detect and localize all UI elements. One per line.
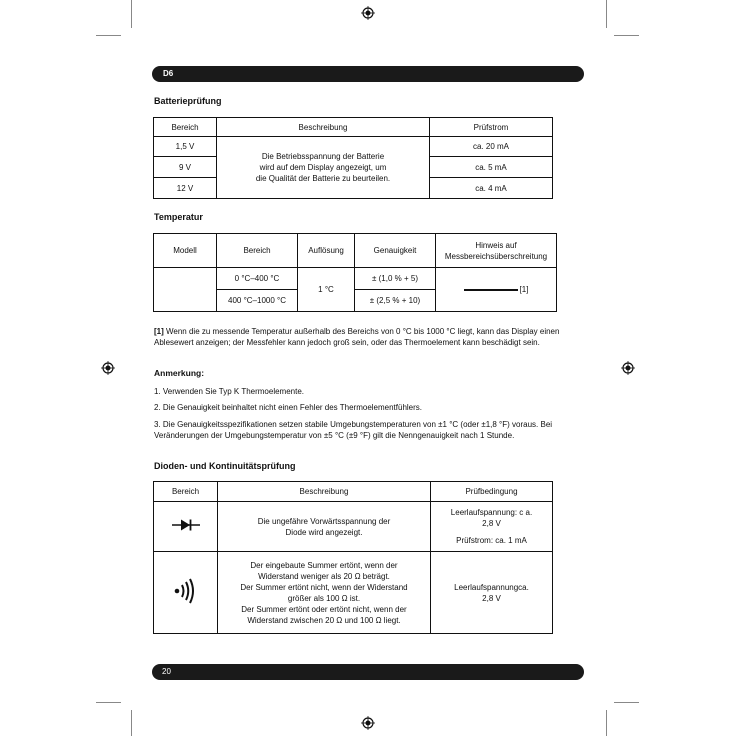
diode-table [153,481,553,634]
crop-mark [131,710,132,736]
battery-col-current: Prüfstrom [430,118,553,137]
battery-current-cell: ca. 4 mA [430,178,553,199]
battery-table [153,117,553,199]
footnote-marker: [1] [154,327,164,336]
battery-range-cell: 1,5 V [154,137,217,157]
crop-mark [606,0,607,28]
buzzer-description-line: Der Summer ertönt oder ertönt nicht, wenn der Widerstand zwischen 20 Ω und 100 Ω liegt. [241,604,407,625]
temp-col-note: Hinweis auf Messbereichsüberschreitung [436,234,557,268]
battery-description: Die Betriebsspannung der Batterie wird auf dem Display angezeigt, um die Qualität der Batterie zu beurteilen. [217,137,430,199]
buzzer-description [218,552,431,634]
footnote-text: Wenn die zu messende Temperatur außerhalb des Bereichs von 0 °C bis 1000 °C liegt, kann das Display einen Ablesewert anzeigen; der Messfehler kann jedoch groß sein, oder das Thermoelement kann beschädigt sein. [154,327,560,347]
diode-symbol-cell [154,502,218,552]
dash-line [464,289,518,291]
remarks-heading: Anmerkung: [154,368,205,378]
temperature-heading: Temperatur [154,212,203,222]
registration-mark-icon [361,716,375,730]
diode-heading: Dioden- und Kontinuitätsprüfung [154,461,296,471]
diode-condition-cell [431,502,553,552]
temp-accuracy-cell: ± (2,5 % + 10) [355,290,436,312]
crop-mark [606,710,607,736]
remark-item: 1. Verwenden Sie Typ K Thermoelemente. [154,387,305,396]
battery-current-cell: ca. 20 mA [430,137,553,157]
temp-col-model: Modell [154,234,217,268]
registration-mark-icon [621,361,635,375]
temperature-table [153,233,557,312]
crop-mark [614,35,639,36]
temp-col-resolution: Auflösung [298,234,355,268]
crop-mark [614,702,639,703]
buzzer-description-line: Der eingebaute Summer ertönt, wenn der Widerstand weniger als 20 Ω beträgt. [250,560,398,581]
footer-bar [152,664,584,680]
battery-col-range: Bereich [154,118,217,137]
header-bar [152,66,584,82]
temp-col-range: Bereich [217,234,298,268]
battery-col-desc: Beschreibung [217,118,430,137]
buzzer-symbol-cell [154,552,218,634]
diode-col-range: Bereich [154,482,218,502]
registration-mark-icon [361,6,375,20]
buzzer-description-line: Der Summer ertönt nicht, wenn der Widerstand größer als 100 Ω ist. [240,582,408,603]
crop-mark [131,0,132,28]
registration-mark-icon [101,361,115,375]
crop-mark [96,702,121,703]
footnote [154,326,580,348]
diode-col-desc: Beschreibung [218,482,431,502]
temp-model-cell [154,268,217,312]
buzzer-icon [171,576,201,606]
crop-mark [96,35,121,36]
diode-description: Die ungefähre Vorwärtsspannung der Diode wird angezeigt. [218,502,431,552]
note-marker: [1] [519,285,529,294]
remark-item: 2. Die Genauigkeit beinhaltet nicht einen Fehler des Thermoelementfühlers. [154,403,423,412]
diode-condition-current: Prüfstrom: ca. 1 mA [456,536,527,545]
remark-item: 3. Die Genauigkeitsspezifikationen setzen stabile Umgebungstemperaturen von ±1 °C (oder ±1,8 °F) voraus. Bei Veränderungen der Umgebungstemperatur von ±5 °C (±9 °F) gilt die Nenngenauigkeit nach 1 Stunde. [154,420,553,440]
temp-accuracy-cell: ± (1,0 % + 5) [355,268,436,290]
temp-range-cell: 400 °C–1000 °C [217,290,298,312]
temp-col-accuracy: Genauigkeit [355,234,436,268]
diode-col-condition: Prüfbedingung [431,482,553,502]
temp-resolution-cell: 1 °C [298,268,355,312]
battery-heading: Batterieprüfung [154,96,222,106]
page-number: 20 [162,667,171,676]
battery-current-cell: ca. 5 mA [430,157,553,178]
temp-range-cell: 0 °C–400 °C [217,268,298,290]
battery-range-cell: 9 V [154,157,217,178]
diode-condition-voltage: Leerlaufspannung: c a. 2,8 V [450,508,533,528]
buzzer-condition-cell: Leerlaufspannungca. 2,8 V [431,552,553,634]
section-label: D6 [163,69,174,78]
diode-icon [171,518,201,532]
battery-range-cell: 12 V [154,178,217,199]
temp-note-cell [436,268,557,312]
